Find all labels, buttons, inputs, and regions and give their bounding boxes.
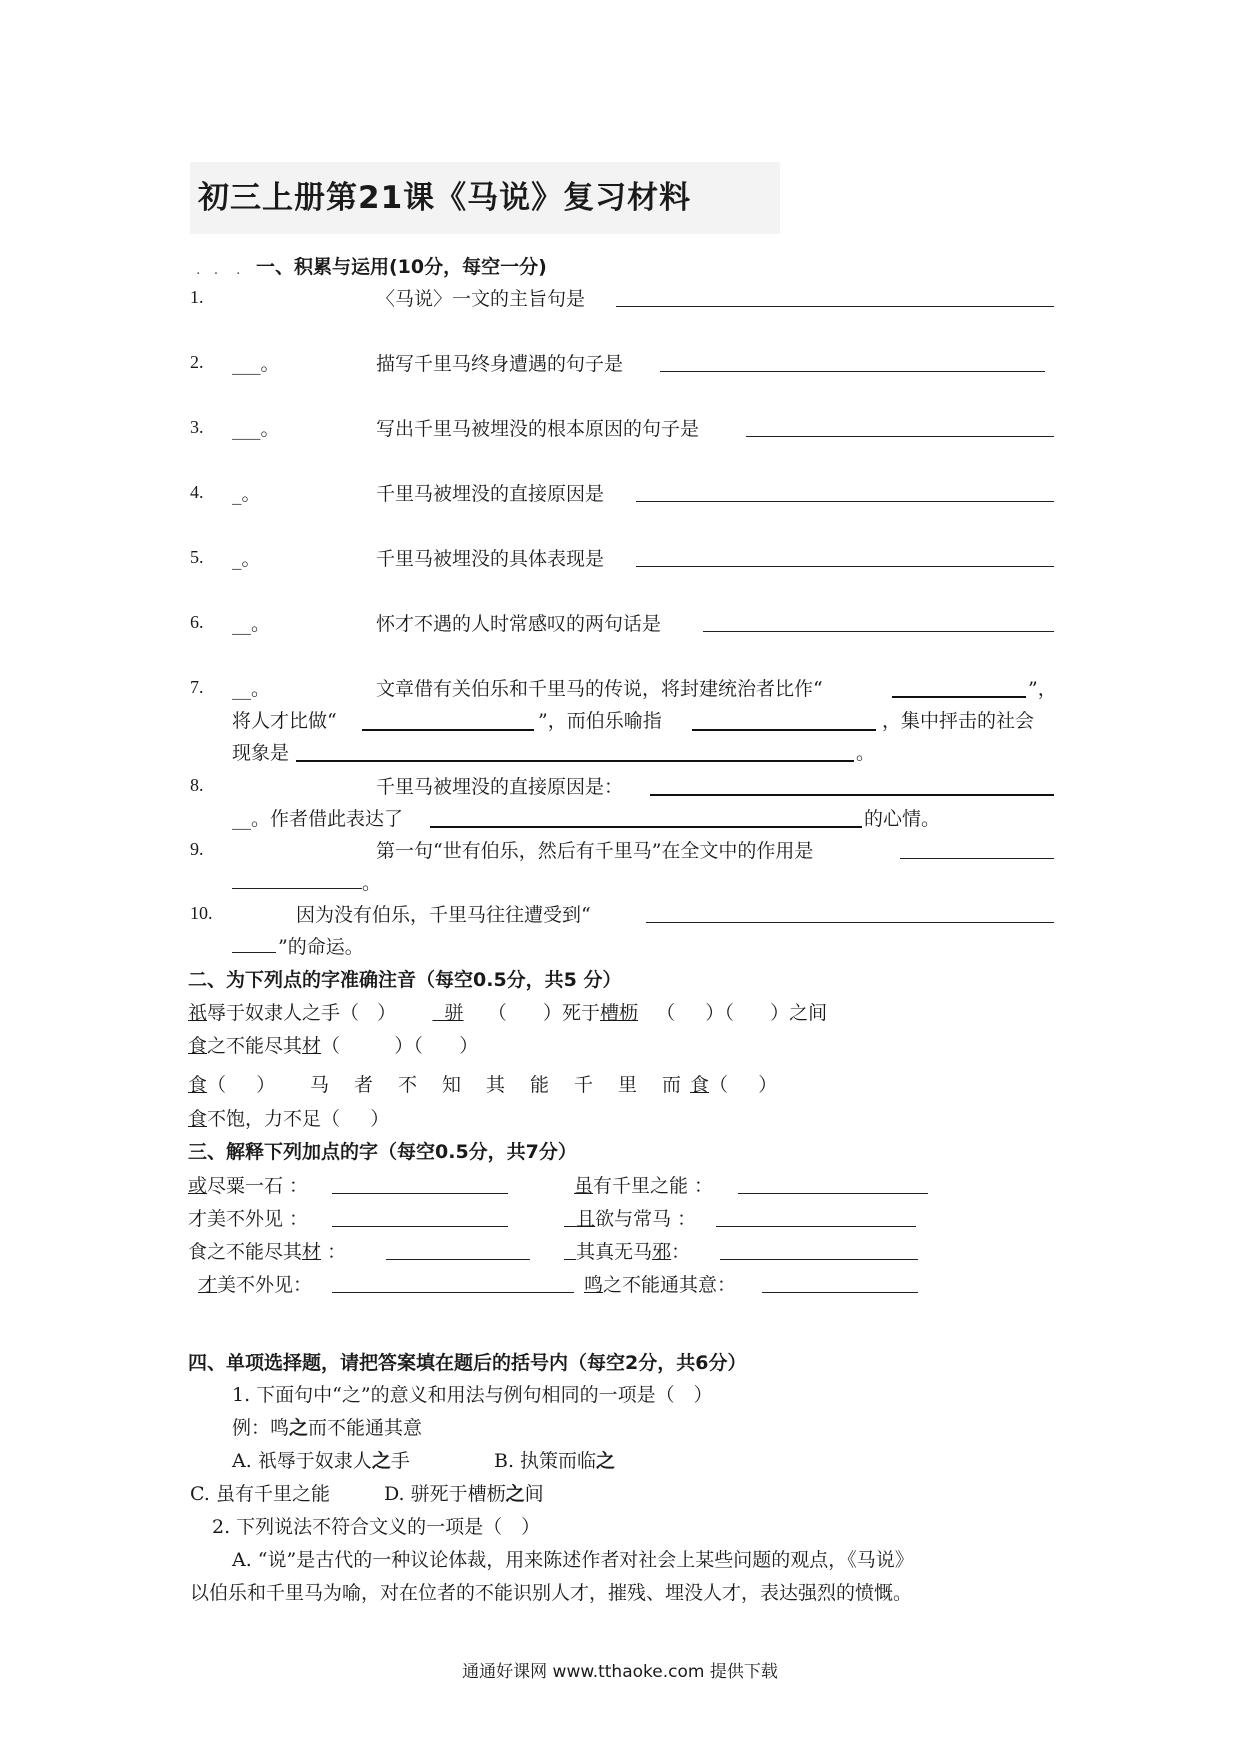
item-number: 3. xyxy=(190,417,204,437)
item-prompt: 描写千里马终身遭遇的句子是 xyxy=(376,353,624,375)
example-line: 例：鸣之而不能通其意 xyxy=(232,1417,423,1439)
answer-blank[interactable] xyxy=(636,566,1054,567)
row-text: （ xyxy=(487,1002,507,1024)
row-text: （ xyxy=(709,1074,729,1096)
item-tail: __。 xyxy=(232,613,271,635)
item-tail: __。作者借此表达了 xyxy=(232,808,404,830)
item-number: 4. xyxy=(190,482,204,502)
answer-blank[interactable] xyxy=(296,760,854,762)
section1-heading: 一、积累与运用(10分，每空一分) xyxy=(256,256,547,278)
item-number: 10. xyxy=(190,903,213,923)
item-tail: _。 xyxy=(232,548,261,570)
dotted-char: 食 xyxy=(188,1074,208,1096)
item-prompt: 第一句“世有伯乐，然后有千里马”在全文中的作用是 xyxy=(376,840,814,862)
row-text: ） xyxy=(377,1002,397,1024)
item-text: ”， xyxy=(1028,678,1057,700)
row-text: （ xyxy=(207,1074,227,1096)
answer-blank[interactable] xyxy=(762,1292,918,1293)
answer-blank[interactable] xyxy=(650,794,1054,796)
row-text: （ xyxy=(656,1002,676,1024)
item-prompt: 千里马被埋没的直接原因是 xyxy=(376,483,605,505)
dotted-char: 食 xyxy=(188,1108,208,1130)
item-prompt: 文章借有关伯乐和千里马的传说，将封建统治者比作“ xyxy=(376,678,823,700)
question-1: 1. 下面句中“之”的意义和用法与例句相同的一项是（ ） xyxy=(232,1384,713,1406)
item-text: ，集中抨击的社会 xyxy=(882,710,1035,732)
row-text: 辱于奴隶人之手（ xyxy=(207,1002,360,1024)
item-text: 将人才比做“ xyxy=(232,710,337,732)
row-text: ） xyxy=(256,1074,276,1096)
answer-blank[interactable] xyxy=(232,888,362,889)
row-text: 之不能尽其 xyxy=(207,1035,303,1057)
dotted-char: 槽枥 xyxy=(599,1002,638,1024)
pinyin-row-4 xyxy=(188,1104,389,1131)
spaced-char: 马 xyxy=(310,1074,330,1096)
answer-blank[interactable] xyxy=(646,922,1054,923)
item-tail: ”的命运。 xyxy=(278,936,364,958)
dotted-char: 骈 xyxy=(444,1002,464,1024)
item-prompt: 〈马说〉一文的主旨句是 xyxy=(376,288,586,310)
item-text: ”，而伯乐喻指 xyxy=(538,710,662,732)
answer-blank[interactable] xyxy=(430,826,862,828)
row-text: （ xyxy=(321,1035,341,1057)
item-prompt: 写出千里马被埋没的根本原因的句子是 xyxy=(376,418,700,440)
answer-blank[interactable] xyxy=(232,952,276,953)
dotted-char: 食 xyxy=(690,1074,710,1096)
spaced-char: 其 xyxy=(486,1074,506,1096)
answer-blank[interactable] xyxy=(332,1292,574,1293)
q2-option-a-line2: 以伯乐和千里马为喻，对在位者的不能识别人才，摧残、埋没人才，表达强烈的愤慨。 xyxy=(190,1582,913,1604)
spaced-text xyxy=(310,1070,777,1097)
q2-option-a-line1: A. “说”是古代的一种议论体裁，用来陈述作者对社会上某些问题的观点，《马说》 xyxy=(232,1549,914,1571)
dotted-char: 材 xyxy=(302,1035,322,1057)
item-tail: 。 xyxy=(362,872,382,894)
item-number: 9. xyxy=(190,839,204,859)
item-tail: __。 xyxy=(232,678,271,700)
define-item: 才美不外见 ： xyxy=(188,1208,309,1230)
option-a: A. 祇辱于奴隶人之手 xyxy=(232,1450,410,1472)
spaced-char: 者 xyxy=(354,1074,374,1096)
spaced-char: 不 xyxy=(398,1074,418,1096)
answer-blank[interactable] xyxy=(332,1226,508,1227)
answer-blank[interactable] xyxy=(900,858,1054,859)
footer-credit: 通通好课网 www.tthaoke.com 提供下载 xyxy=(462,1662,778,1682)
section2-heading: 二、为下列点的字准确注音（每空0.5分，共5 分） xyxy=(188,969,622,991)
item-number: 8. xyxy=(190,775,204,795)
row-text: ） xyxy=(459,1035,479,1057)
item-prompt: 因为没有伯乐，千里马往往遭受到“ xyxy=(296,904,591,926)
row-text: ） xyxy=(370,1108,390,1130)
item-tail: ___。 xyxy=(232,418,280,440)
item-number: 5. xyxy=(190,547,204,567)
item-number: 2. xyxy=(190,352,204,372)
spaced-char: 千 xyxy=(574,1074,594,1096)
option-c: C. 虽有千里之能 xyxy=(190,1483,330,1505)
item-prompt: 千里马被埋没的直接原因是： xyxy=(376,776,624,798)
pinyin-row-3 xyxy=(188,1070,275,1097)
dotted-char: 食 xyxy=(188,1035,208,1057)
answer-blank[interactable] xyxy=(362,729,534,731)
row-text: ） xyxy=(758,1074,778,1096)
row-text: ）（ xyxy=(705,1002,734,1024)
item-prompt: 千里马被埋没的具体表现是 xyxy=(376,548,605,570)
answer-blank[interactable] xyxy=(332,1193,508,1194)
define-item: 其真无马邪： xyxy=(576,1241,691,1263)
item-prompt: 怀才不遇的人时常感叹的两句话是 xyxy=(376,613,662,635)
decorative-dots: . . . xyxy=(196,262,241,278)
item-text: 。 xyxy=(856,742,876,764)
define-item: 食之不能尽其材 ： xyxy=(188,1241,347,1263)
answer-blank[interactable] xyxy=(636,501,1054,502)
spaced-char: 而 xyxy=(662,1074,682,1096)
item-tail: ___。 xyxy=(232,353,280,375)
answer-blank[interactable] xyxy=(616,306,1054,307)
item-tail: _。 xyxy=(232,483,261,505)
question-2: 2. 下列说法不符合文义的一项是（ ） xyxy=(212,1516,541,1538)
row-text: ）死于 xyxy=(542,1002,600,1024)
spaced-char: 知 xyxy=(442,1074,462,1096)
item-text: 现象是 xyxy=(232,742,290,764)
item-number: 6. xyxy=(190,612,204,632)
section4-heading: 四、单项选择题，请把答案填在题后的括号内（每空2分，共6分） xyxy=(188,1352,747,1374)
answer-blank[interactable] xyxy=(716,1226,916,1227)
answer-blank[interactable] xyxy=(738,1193,928,1194)
pinyin-row-1 xyxy=(188,998,827,1025)
item-number: 1. xyxy=(190,287,204,307)
row-text: ）（ xyxy=(394,1035,423,1057)
section3-heading: 三、解释下列加点的字（每空0.5分，共7分） xyxy=(188,1141,577,1163)
row-text: 不饱，力不足（ xyxy=(207,1108,341,1130)
pinyin-row-2 xyxy=(188,1031,478,1058)
row-text: ）之间 xyxy=(770,1002,828,1024)
define-item: 鸣之不能通其意： xyxy=(584,1274,737,1296)
answer-blank[interactable] xyxy=(660,371,1045,372)
define-item: 才美不外见： xyxy=(198,1274,313,1296)
item-tail2: 的心情。 xyxy=(864,808,941,830)
option-d: D. 骈死于槽枥之间 xyxy=(384,1483,544,1505)
answer-blank[interactable] xyxy=(720,1259,918,1260)
answer-blank[interactable] xyxy=(703,631,1054,632)
dotted-char: 祇 xyxy=(188,1002,208,1024)
spaced-char: 能 xyxy=(530,1074,550,1096)
define-item: 虽有千里之能 ： xyxy=(574,1175,714,1197)
answer-blank[interactable] xyxy=(892,696,1026,698)
define-item: 或尽粟一石 ： xyxy=(188,1175,309,1197)
option-b: B. 执策而临之 xyxy=(494,1450,616,1472)
spaced-char: 里 xyxy=(618,1074,638,1096)
define-item: 且欲与常马 ： xyxy=(576,1208,697,1230)
item-number: 7. xyxy=(190,677,204,697)
answer-blank[interactable] xyxy=(746,436,1054,437)
page-title: 初三上册第21课《马说》复习材料 xyxy=(190,162,780,234)
answer-blank[interactable] xyxy=(386,1259,530,1260)
answer-blank[interactable] xyxy=(692,729,876,731)
